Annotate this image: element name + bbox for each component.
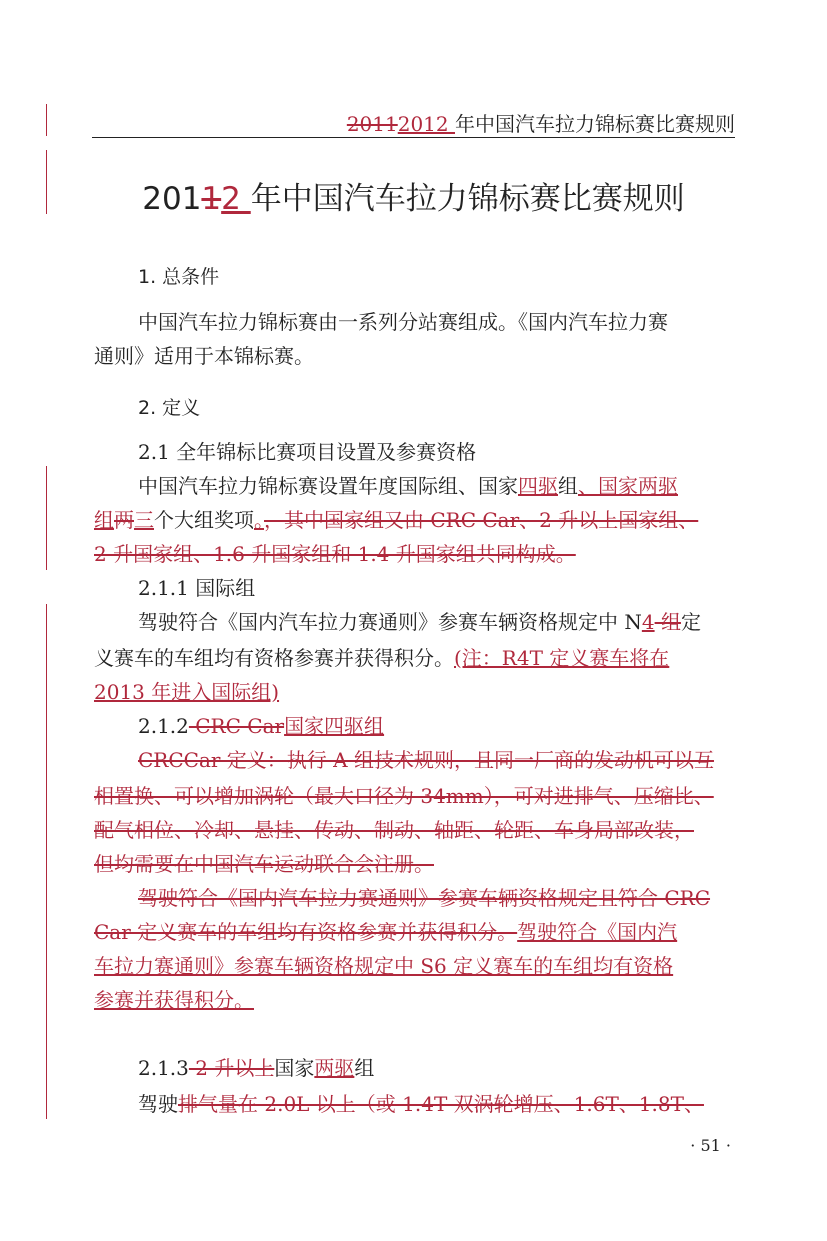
change-bar	[46, 604, 47, 1119]
paragraph-line: 2013 年进入国际组)	[94, 680, 280, 704]
paragraph-line: 但均需要在中国汽车运动联合会注册。	[94, 852, 434, 876]
paragraph-line: 中国汽车拉力锦标赛设置年度国际组、国家四驱组、国家两驱	[138, 474, 678, 498]
paragraph-line: 通则》适用于本锦标赛。	[94, 344, 314, 368]
paragraph-line: 中国汽车拉力锦标赛由一系列分站赛组成。《国内汽车拉力赛	[138, 310, 668, 334]
header-inserted: 2012	[397, 112, 455, 136]
header-deleted: 2011	[346, 112, 398, 136]
section-heading: 2. 定义	[138, 397, 201, 419]
paragraph-line: 驾驶符合《国内汽车拉力赛通则》参赛车辆资格规定中 N4 组定	[138, 610, 701, 634]
paragraph-line: 参赛并获得积分。	[94, 988, 254, 1012]
paragraph-line: Car 定义赛车的车组均有资格参赛并获得积分。驾驶符合《国内汽	[94, 920, 678, 944]
paragraph-line: 配气相位、冷却、悬挂、传动、制动、轴距、轮距、车身局部改装，	[94, 818, 694, 842]
running-header	[347, 108, 735, 137]
paragraph-line: 驾驶符合《国内汽车拉力赛通则》参赛车辆资格规定且符合 CRC	[138, 886, 711, 910]
paragraph-line: 驾驶排气量在 2.0L 以上（或 1.4T 双涡轮增压、1.6T、1.8T、	[138, 1092, 704, 1116]
subsection-heading: 2.1.1 国际组	[138, 576, 256, 600]
header-rule	[92, 137, 735, 138]
paragraph-line: 组两三个大组奖项。，其中国家组又由 CRC Car、2 升以上国家组、	[94, 508, 699, 532]
page-number: · 51 ·	[690, 1136, 731, 1155]
paragraph-line: 车拉力赛通则》参赛车辆资格规定中 S6 定义赛车的车组均有资格	[94, 954, 674, 978]
paragraph-line: 义赛车的车组均有资格参赛并获得积分。(注：R4T 定义赛车将在	[94, 646, 670, 670]
change-bar	[46, 466, 47, 570]
header-text: 年中国汽车拉力锦标赛比赛规则	[455, 112, 735, 136]
subsection-heading: 2.1.2 CRC Car国家四驱组	[138, 714, 385, 738]
subsection-heading: 2.1 全年锦标比赛项目设置及参赛资格	[138, 440, 477, 464]
paragraph-line: 2 升国家组、1.6 升国家组和 1.4 升国家组共同构成。	[94, 542, 576, 566]
change-bar	[46, 104, 47, 136]
paragraph-line: CRCCar 定义：执行 A 组技术规则，且同一厂商的发动机可以互	[138, 748, 714, 772]
section-heading: 1. 总条件	[138, 266, 220, 288]
page-title: 20112 年中国汽车拉力锦标赛比赛规则	[142, 181, 685, 217]
paragraph-line: 相置换、可以增加涡轮（最大口径为 34mm），可对进排气、压缩比、	[94, 784, 714, 808]
subsection-heading: 2.1.3 2 升以上国家两驱组	[138, 1056, 375, 1080]
